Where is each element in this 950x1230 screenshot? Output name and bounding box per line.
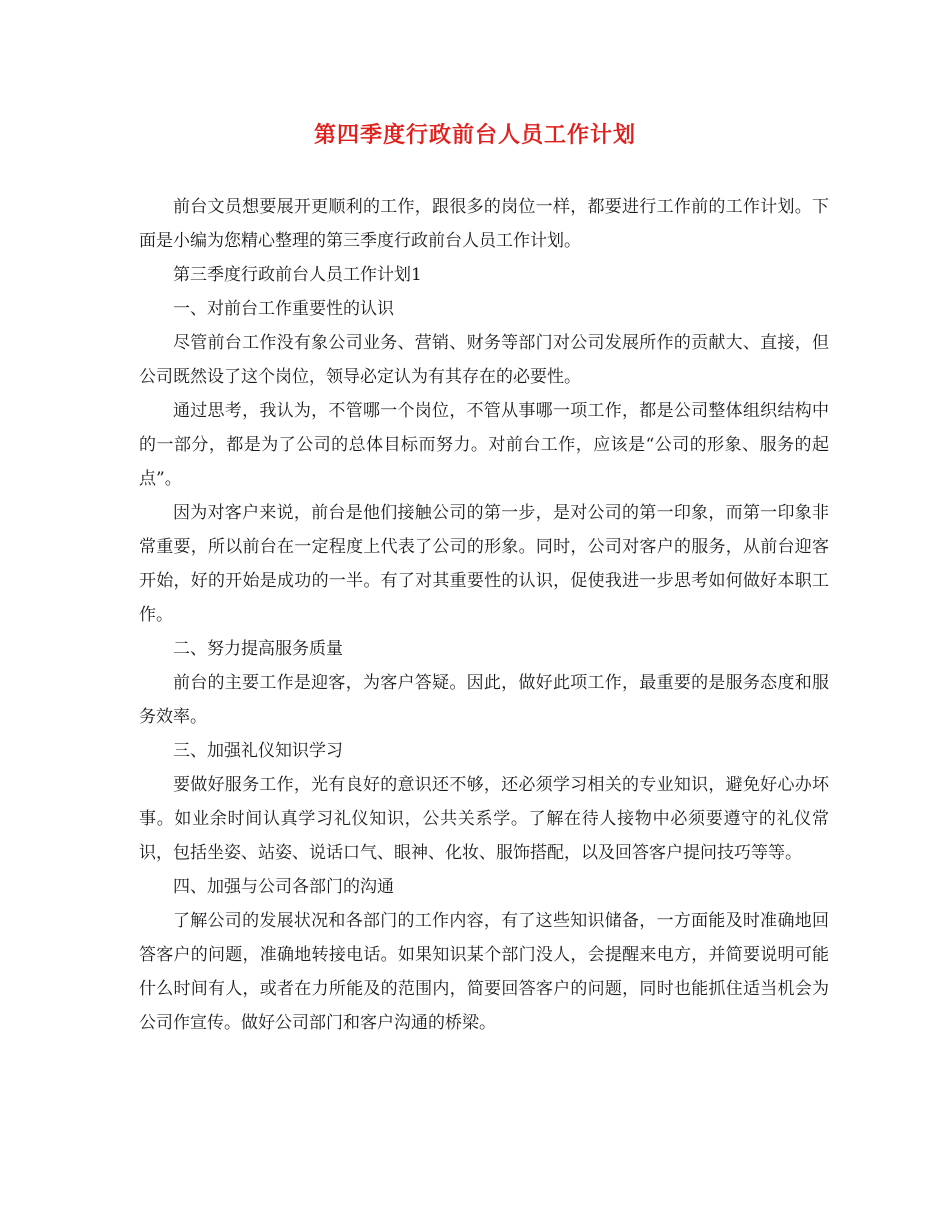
document-title: 第四季度行政前台人员工作计划 [313,123,636,148]
paragraph: 要做好服务工作，光有良好的意识还不够，还必须学习相关的专业知识，避免好心办坏事。如业余时间认真学习礼仪知识，公共关系学。了解在待人接物中必须要遵守的礼仪常识，包括坐姿、站姿、说话口气、眼神、化妆、服饰搭配，以及回答客户提问技巧等等。 [139,775,829,863]
section-2-heading: 二、努力提高服务质量 [173,639,343,659]
paragraph: 前台的主要工作是迎客，为客户答疑。因此，做好此项工作，最重要的是服务态度和服务效率。 [139,673,829,727]
paragraph: 了解公司的发展状况和各部门的工作内容，有了这些知识储备，一方面能及时准确地回答客户的问题，准确地转接电话。如果知识某个部门没人，会提醒来电方，并简要说明可能什么时间有人，或者在力所能及的范围内，简要回答客户的问题，同时也能抓住适当机会为公司作宣传。做好公司部门和客户沟通的桥梁。 [139,911,829,1033]
paragraph: 因为对客户来说，前台是他们接触公司的第一步，是对公司的第一印象，而第一印象非常重要，所以前台在一定程度上代表了公司的形象。同时，公司对客户的服务，从前台迎客开始，好的开始是成功的一半。有了对其重要性的认识，促使我进一步思考如何做好本职工作。 [139,503,829,625]
document-body [139,190,829,1040]
section-1-heading: 一、对前台工作重要性的认识 [173,299,394,319]
paragraph: 通过思考，我认为，不管哪一个岗位，不管从事哪一项工作，都是公司整体组织结构中的一部分，都是为了公司的总体目标而努力。对前台工作，应该是“公司的形象、服务的起点”。 [139,401,829,489]
section-4-heading: 四、加强与公司各部门的沟通 [173,877,394,897]
section-plan-heading: 第三季度行政前台人员工作计划1 [173,265,422,285]
paragraph-intro: 前台文员想要展开更顺利的工作，跟很多的岗位一样，都要进行工作前的工作计划。下面是小编为您精心整理的第三季度行政前台人员工作计划。 [139,197,829,251]
section-3-heading: 三、加强礼仪知识学习 [173,741,343,761]
paragraph: 尽管前台工作没有象公司业务、营销、财务等部门对公司发展所作的贡献大、直接，但公司既然设了这个岗位，领导必定认为有其存在的必要性。 [139,333,829,387]
